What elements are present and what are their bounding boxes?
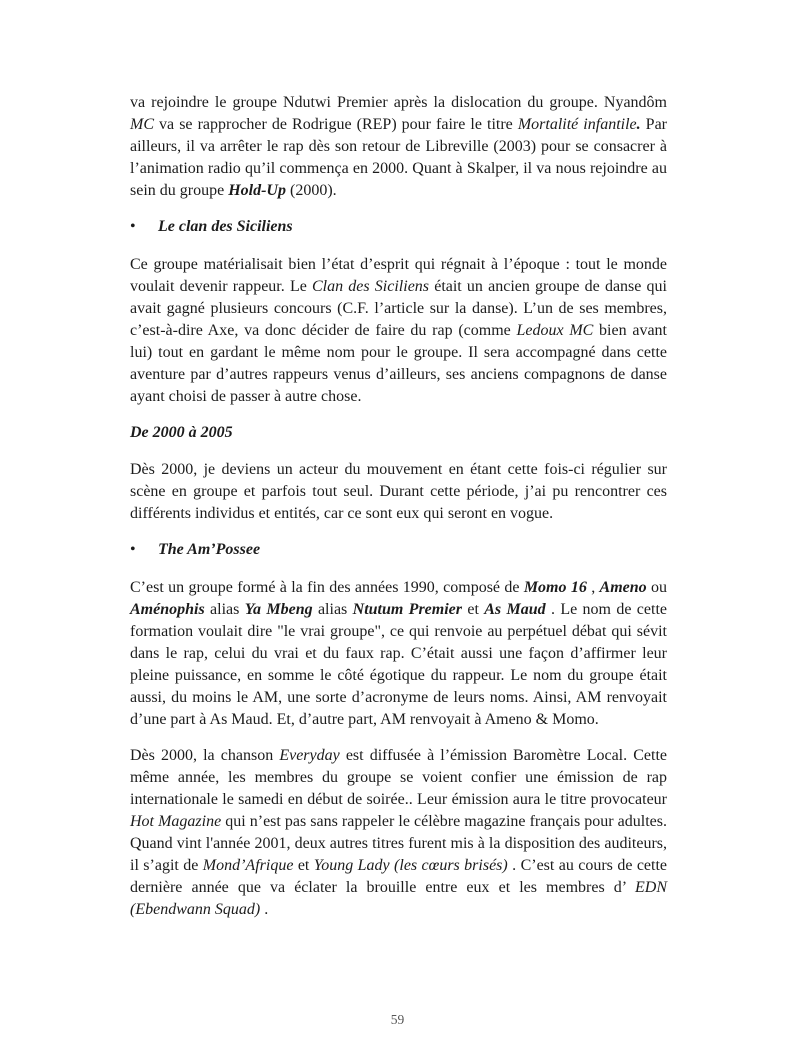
text-segment: De 2000 à 2005 (130, 424, 233, 441)
text-segment: . Le nom de cette formation voulait dire "le vrai groupe", ce qui renvoie au perpétuel débat qui sévit dans le rap, celui du vrai et du faux rap. C’était aussi une façon d’affirmer leur pleine puissance, en somme le côté égotique du rappeur. Le nom du groupe était aussi, du moins le AM, une sorte d’acronyme de leurs noms. Ainsi, AM renvoyait d’une part à As Maud. Et, d’autre part, AM renvoyait à Ameno & Momo. (130, 601, 667, 728)
text-segment: . (260, 901, 269, 918)
text-segment: alias (204, 601, 245, 618)
text-segment: alias (312, 601, 353, 618)
text-segment: Par ailleurs, il va arrêter le rap dès son retour de Libreville (2003) pour se consacrer à l’animation radio qu’il commença en 2000. Quant à Skalper, il va nous rejoindre au sein du groupe (130, 116, 668, 199)
text-segment: EDN (Ebendwann Squad) (130, 879, 667, 918)
text-segment: et (462, 601, 485, 618)
text-segment: va se rapprocher de Rodrigue (REP) pour faire le titre (154, 116, 518, 133)
text-segment: Ameno (599, 579, 647, 596)
text-segment: était un ancien groupe de danse qui avait gagné plusieurs concours (C.F. l’article sur la danse). L’un de ses membres, c’est-à-dire Axe, va donc décider de faire du rap (comme (130, 278, 668, 339)
text-segment: Ledoux MC (516, 322, 594, 339)
text-segment: Ya Mbeng (244, 601, 313, 618)
bullet-item (130, 539, 667, 561)
bullet-label (158, 539, 260, 561)
text-segment: Le clan des Siciliens (158, 218, 293, 235)
paragraph (130, 745, 667, 921)
paragraph (130, 577, 667, 731)
text-column (130, 92, 667, 935)
text-segment: qui n’est pas sans rappeler le célèbre magazine français pour adultes. Quand vint l'année 2001, deux autres titres furent mis à la disposition des auditeurs, il s’agit de (130, 813, 667, 874)
page-number: 59 (390, 1012, 405, 1027)
text-segment: C’est un groupe formé à la fin des années 1990, composé de (130, 579, 524, 596)
text-segment: et (293, 857, 314, 874)
text-segment: bien avant lui) tout en gardant le même nom pour le groupe. Il sera accompagné dans cette aventure par d’autres rappeurs venus d’ailleurs, ses anciens compagnons de danse ayant choisi de passer à autre chose. (130, 322, 667, 405)
text-segment: Clan des Siciliens (312, 278, 430, 295)
bullet-marker: • (130, 218, 136, 235)
text-segment: , (586, 579, 600, 596)
text-segment: va rejoindre le groupe Ndutwi Premier après la dislocation du groupe. Nyandôm (130, 94, 667, 111)
text-segment: est diffusée à l’émission Baromètre Local. Cette même année, les membres du groupe se voient confier une émission de rap internationale le samedi en début de soirée.. Leur émission aura le titre provocateur (130, 747, 667, 808)
text-segment: Aménophis (130, 601, 205, 618)
text-segment: Hold-Up (228, 182, 286, 199)
text-segment: Young Lady (les cœurs brisés) (313, 857, 508, 874)
text-segment: MC (130, 116, 154, 133)
text-segment: (2000). (285, 182, 337, 199)
text-segment: As Maud (484, 601, 546, 618)
text-segment: Everyday (279, 747, 340, 764)
section-heading (130, 422, 667, 444)
text-segment: Dès 2000, la chanson (130, 747, 280, 764)
text-segment: ou (646, 579, 668, 596)
text-segment: Mond’Afrique (202, 857, 294, 874)
text-segment: Hot Magazine (130, 813, 222, 830)
text-segment: Mortalité infantile (517, 116, 637, 133)
text-segment: Momo 16 (523, 579, 587, 596)
paragraph (130, 92, 667, 202)
paragraph (130, 254, 667, 408)
bullet-label (158, 216, 293, 238)
text-segment: Ntutum Premier (352, 601, 462, 618)
paragraph (130, 459, 667, 525)
text-segment: Dès 2000, je deviens un acteur du mouvement en étant cette fois-ci régulier sur scène en groupe et parfois tout seul. Durant cette période, j’ai pu rencontrer ces différents individus et entités, car ce sont eux qui seront en vogue. (130, 461, 667, 522)
text-segment: Ce groupe matérialisait bien l’état d’esprit qui régnait à l’époque : tout le monde voulait devenir rappeur. Le (130, 256, 667, 295)
text-segment: The Am’Possee (158, 541, 261, 558)
text-segment: . C’est au cours de cette dernière année que va éclater la brouille entre eux et les membres d’ (130, 857, 668, 896)
bullet-item (130, 216, 667, 238)
text-segment: . (636, 116, 641, 133)
bullet-marker: • (130, 541, 136, 558)
